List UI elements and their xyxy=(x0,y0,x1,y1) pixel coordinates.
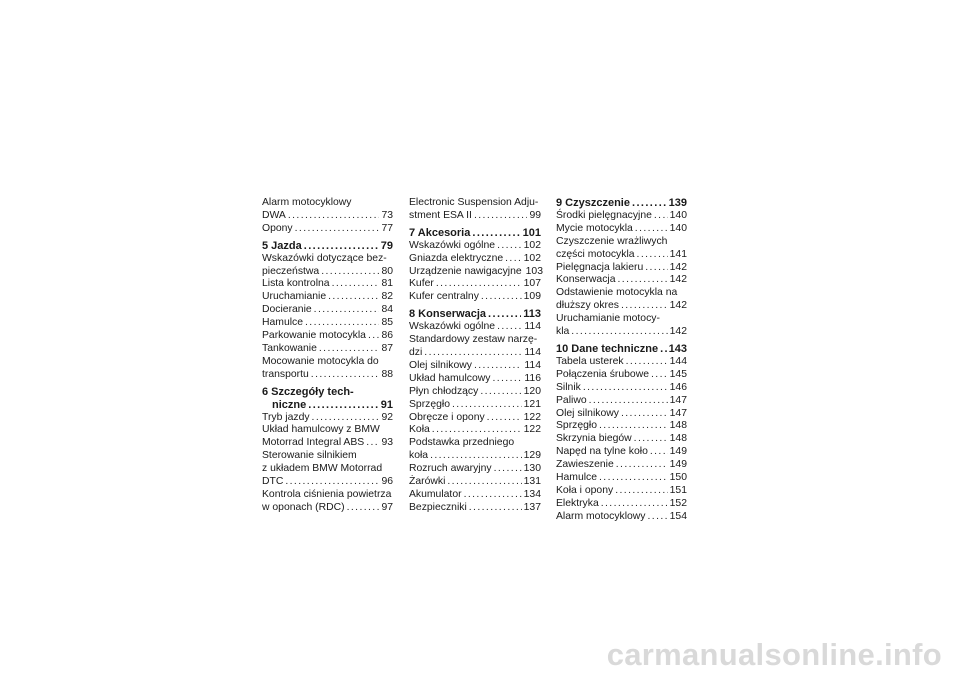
toc-leader-dots xyxy=(599,420,668,433)
toc-page-number: 141 xyxy=(669,248,687,260)
toc-entry[interactable] xyxy=(556,433,687,446)
toc-leader-dots xyxy=(311,369,380,382)
toc-page-number: 80 xyxy=(381,265,393,277)
toc-leader-dots xyxy=(321,266,379,279)
toc-entry-title: w oponach (RDC) xyxy=(262,501,345,513)
toc-page-number: 139 xyxy=(668,197,687,209)
toc-entry-title: Kufer centralny xyxy=(409,291,479,303)
toc-leader-dots xyxy=(432,424,522,437)
toc-entry[interactable] xyxy=(262,317,393,330)
toc-entry-title: Bezpieczniki xyxy=(409,501,467,513)
toc-entry[interactable] xyxy=(409,266,541,279)
toc-entry[interactable] xyxy=(262,424,393,450)
toc-entry-text-line: Electronic Suspension Adju- xyxy=(409,197,539,208)
toc-entry[interactable] xyxy=(262,343,393,356)
toc-leader-dots xyxy=(285,476,379,489)
toc-page-number: 145 xyxy=(669,368,687,380)
toc-entry-title: Skrzynia biegów xyxy=(556,433,632,445)
toc-page-number: 140 xyxy=(669,209,687,221)
toc-page-number: 122 xyxy=(523,424,541,436)
toc-entry-title: Lista kontrolna xyxy=(262,278,330,290)
toc-entry-title: Akumulator xyxy=(409,488,462,500)
toc-entry[interactable] xyxy=(556,223,687,236)
toc-page-number: 120 xyxy=(523,385,541,397)
toc-entry[interactable] xyxy=(556,408,687,421)
toc-leader-dots xyxy=(314,304,380,317)
toc-entry[interactable] xyxy=(409,386,541,399)
toc-leader-dots xyxy=(621,300,668,313)
toc-leader-dots xyxy=(589,395,668,408)
toc-leader-dots xyxy=(308,399,379,412)
toc-page-number: 131 xyxy=(523,476,541,488)
toc-entry-title: 7 Akcesoria xyxy=(409,226,471,239)
toc-page-number: 114 xyxy=(524,321,541,333)
toc-entry[interactable] xyxy=(556,420,687,433)
toc-entry-title: Motorrad Integral ABS xyxy=(262,437,365,449)
toc-entry[interactable] xyxy=(262,304,393,317)
toc-page-number: 142 xyxy=(669,274,687,286)
toc-entry-title: Gniazda elektryczne xyxy=(409,252,504,264)
toc-entry[interactable] xyxy=(262,253,393,279)
toc-entry[interactable] xyxy=(262,330,393,343)
toc-entry-title: Obręcze i opony xyxy=(409,411,485,423)
toc-entry-title: DWA xyxy=(262,209,286,221)
toc-entry-text-line: Alarm motocyklowy xyxy=(262,197,352,208)
toc-page-number: 148 xyxy=(669,433,687,445)
toc-leader-dots xyxy=(650,446,668,459)
toc-section[interactable] xyxy=(556,343,687,356)
toc-entry[interactable] xyxy=(409,360,541,373)
toc-entry-title: pieczeństwa xyxy=(262,265,320,277)
toc-leader-dots xyxy=(660,343,667,356)
toc-page-number: 96 xyxy=(381,476,393,488)
toc-page-number: 122 xyxy=(523,411,541,423)
toc-entry[interactable] xyxy=(409,321,541,334)
toc-page-number: 101 xyxy=(522,226,541,239)
toc-entry-text-line: z układem BMW Motorrad xyxy=(262,463,383,475)
toc-page-number: 92 xyxy=(381,411,393,423)
toc-entry-title: niczne xyxy=(272,398,307,411)
toc-leader-dots xyxy=(571,326,667,339)
toc-entry-title: Kufer xyxy=(409,278,434,290)
toc-section[interactable] xyxy=(409,308,541,321)
toc-section[interactable] xyxy=(409,227,541,240)
toc-page-number: 91 xyxy=(380,398,393,411)
toc-leader-dots xyxy=(651,369,668,382)
toc-section[interactable] xyxy=(262,386,393,412)
toc-entry[interactable] xyxy=(556,511,687,524)
toc-entry-title: Urządzenie nawigacyjne xyxy=(409,265,522,277)
toc-entry-title: kla xyxy=(556,326,570,338)
toc-page-number: 81 xyxy=(381,278,393,290)
toc-entry[interactable] xyxy=(556,446,687,459)
toc-entry-text-line: Układ hamulcowy z BMW xyxy=(262,424,380,436)
toc-entry-text-line: Odstawienie motocykla na xyxy=(556,287,678,299)
toc-page-number: 97 xyxy=(381,501,393,513)
toc-entry-title: Elektryka xyxy=(556,497,599,509)
toc-entry[interactable] xyxy=(409,253,541,266)
toc-leader-dots xyxy=(618,274,668,287)
toc-leader-dots xyxy=(305,317,379,330)
toc-page-number: 114 xyxy=(524,359,541,371)
toc-entry-title: 10 Dane techniczne xyxy=(556,342,659,355)
toc-page-number: 102 xyxy=(523,239,541,251)
toc-entry-title: Sprzęgło xyxy=(556,420,598,432)
toc-page-number: 140 xyxy=(669,222,687,234)
toc-page-number: 150 xyxy=(669,472,687,484)
toc-leader-dots xyxy=(312,412,380,425)
toc-leader-dots xyxy=(492,373,522,386)
toc-leader-dots xyxy=(583,382,668,395)
toc-entry-title: Środki pielęgnacyjne xyxy=(556,209,652,221)
toc-leader-dots xyxy=(368,330,379,343)
toc-page-number: 146 xyxy=(669,381,687,393)
toc-entry[interactable] xyxy=(556,369,687,382)
toc-page-number: 84 xyxy=(381,304,393,316)
toc-entry-title: Wskazówki ogólne xyxy=(409,321,496,333)
toc-entry-title: Tabela usterek xyxy=(556,355,624,367)
toc-page-number: 137 xyxy=(523,501,541,513)
toc-page-number: 144 xyxy=(669,355,687,367)
toc-leader-dots xyxy=(452,399,522,412)
toc-page-number: 107 xyxy=(523,278,541,290)
toc-page-number: 99 xyxy=(529,209,541,221)
toc-leader-dots xyxy=(472,227,520,240)
toc-page-number: 77 xyxy=(381,222,393,234)
toc-entry[interactable] xyxy=(556,356,687,369)
toc-page-number: 87 xyxy=(381,342,393,354)
toc-entry-title: dzi xyxy=(409,346,423,358)
toc-entry-title: Połączenia śrubowe xyxy=(556,368,649,380)
toc-leader-dots xyxy=(621,408,668,421)
toc-entry-title: Olej silnikowy xyxy=(556,407,619,419)
toc-leader-dots xyxy=(295,223,380,236)
toc-page-number: 73 xyxy=(381,209,393,221)
toc-entry-title: Paliwo xyxy=(556,394,587,406)
toc-leader-dots xyxy=(424,347,522,360)
toc-entry-text-line: Podstawka przedniego xyxy=(409,437,515,449)
toc-entry-title: Opony xyxy=(262,222,293,234)
toc-leader-dots xyxy=(645,262,667,275)
toc-leader-dots xyxy=(497,321,522,334)
toc-entry-title: DTC xyxy=(262,476,284,488)
toc-entry-title: 8 Konserwacja xyxy=(409,308,487,321)
toc-entry[interactable] xyxy=(409,240,541,253)
toc-entry-text-line: Standardowy zestaw narzę- xyxy=(409,334,538,346)
toc-entry-title: Żarówki xyxy=(409,476,446,488)
toc-entry[interactable] xyxy=(409,502,541,515)
toc-entry-title: Sprzęgło xyxy=(409,398,451,410)
toc-leader-dots xyxy=(430,450,522,463)
toc-page-number: 121 xyxy=(523,398,541,410)
toc-entry-title: dłuższy okres xyxy=(556,300,619,312)
toc-entry[interactable] xyxy=(409,373,541,386)
toc-entry[interactable] xyxy=(556,382,687,395)
toc-page-number: 102 xyxy=(523,252,541,264)
toc-entry-title: Konserwacja xyxy=(556,274,616,286)
toc-section[interactable] xyxy=(556,197,687,210)
toc-page-number: 88 xyxy=(381,368,393,380)
toc-page-number: 134 xyxy=(523,488,541,500)
toc-entry[interactable] xyxy=(409,424,541,437)
toc-entry-title: Silnik xyxy=(556,381,581,393)
toc-page-number: 129 xyxy=(523,450,541,462)
toc-entry-title: Wskazówki ogólne xyxy=(409,239,496,251)
toc-leader-dots xyxy=(319,343,380,356)
toc-entry[interactable] xyxy=(262,489,393,515)
toc-entry[interactable] xyxy=(262,197,393,223)
toc-entry[interactable] xyxy=(262,412,393,425)
toc-leader-dots xyxy=(487,412,522,425)
toc-page-number: 82 xyxy=(381,291,393,303)
watermark-logo: carmanualsonline.info xyxy=(606,637,942,672)
toc-entry-text-line: Uruchamianie motocy- xyxy=(556,313,660,325)
toc-entry[interactable] xyxy=(409,399,541,412)
toc-entry-title: Docieranie xyxy=(262,304,312,316)
toc-entry-title: Koła i opony xyxy=(556,484,614,496)
toc-page-number: 116 xyxy=(524,372,541,384)
toc-page-number: 152 xyxy=(669,497,687,509)
toc-entry[interactable] xyxy=(262,291,393,304)
toc-entry-title: koła xyxy=(409,450,429,462)
toc-leader-dots xyxy=(469,502,522,515)
toc-page-number: 103 xyxy=(525,265,543,277)
toc-entry-title: Napęd na tylne koło xyxy=(556,446,648,458)
toc-page-number: 149 xyxy=(669,446,687,458)
toc-leader-dots xyxy=(480,386,521,399)
toc-entry[interactable] xyxy=(409,291,541,304)
toc-leader-dots xyxy=(366,437,379,450)
toc-entry[interactable] xyxy=(409,197,541,223)
toc-entry[interactable] xyxy=(556,262,687,275)
toc-page-number: 148 xyxy=(669,420,687,432)
toc-leader-dots xyxy=(328,291,379,304)
toc-entry[interactable] xyxy=(409,412,541,425)
toc-page-number: 130 xyxy=(523,463,541,475)
toc-entry[interactable] xyxy=(409,334,541,360)
toc-entry-title: Tryb jazdy xyxy=(262,411,310,423)
toc-entry-text-line: Mocowanie motocykla do xyxy=(262,355,379,367)
toc-leader-dots xyxy=(494,463,522,476)
toc-entry-title: Parkowanie motocykla xyxy=(262,330,366,342)
toc-leader-dots xyxy=(481,291,522,304)
toc-entry-text-line: Wskazówki dotyczące bez- xyxy=(262,252,387,264)
toc-leader-dots xyxy=(626,356,668,369)
toc-leader-dots xyxy=(436,278,522,291)
toc-page-number: 86 xyxy=(381,330,393,342)
toc-leader-dots xyxy=(615,485,667,498)
toc-entry[interactable] xyxy=(262,450,393,489)
toc-entry-title: 9 Czyszczenie xyxy=(556,197,630,209)
toc-entry-title: Pielęgnacja lakieru xyxy=(556,261,644,273)
toc-entry[interactable] xyxy=(409,278,541,291)
toc-entry-title: transportu xyxy=(262,368,309,380)
toc-entry-title: Hamulce xyxy=(556,472,597,484)
toc-page-number: 151 xyxy=(669,484,687,496)
toc-entry-title: Rozruch awaryjny xyxy=(409,463,492,475)
toc-leader-dots xyxy=(304,240,379,253)
toc-entry[interactable] xyxy=(556,498,687,511)
toc-entry[interactable] xyxy=(409,463,541,476)
toc-entry-title: Mycie motocykla xyxy=(556,222,633,234)
toc-page-number: 142 xyxy=(669,300,687,312)
toc-leader-dots xyxy=(654,210,668,223)
toc-page-number: 143 xyxy=(668,342,687,355)
toc-column-3 xyxy=(556,197,687,524)
toc-entry-text-line: Czyszczenie wrażliwych xyxy=(556,235,668,247)
toc-column-2 xyxy=(409,197,541,515)
toc-entry-title: Uruchamianie xyxy=(262,291,327,303)
toc-entry-title: 5 Jazda xyxy=(262,239,302,252)
toc-leader-dots xyxy=(632,197,667,210)
toc-entry[interactable] xyxy=(556,287,687,313)
toc-entry-title: Płyn chłodzący xyxy=(409,385,479,397)
toc-entry-text-line: 6 Szczegóły tech- xyxy=(262,385,354,398)
toc-entry-title: Zawieszenie xyxy=(556,459,614,471)
toc-entry-title: Hamulce xyxy=(262,317,303,329)
toc-page-number: 147 xyxy=(669,407,687,419)
toc-entry[interactable] xyxy=(556,274,687,287)
toc-section[interactable] xyxy=(262,240,393,253)
toc-entry-title: Alarm motocyklowy xyxy=(556,510,646,522)
toc-entry[interactable] xyxy=(262,356,393,382)
toc-leader-dots xyxy=(332,278,380,291)
toc-entry[interactable] xyxy=(556,395,687,408)
toc-page-number: 109 xyxy=(523,291,541,303)
toc-page-number: 149 xyxy=(669,459,687,471)
toc-page-number: 142 xyxy=(669,326,687,338)
toc-entry[interactable] xyxy=(556,459,687,472)
toc-entry-title: Koła xyxy=(409,424,430,436)
toc-entry-title: Tankowanie xyxy=(262,342,317,354)
toc-entry[interactable] xyxy=(556,472,687,485)
toc-leader-dots xyxy=(599,472,668,485)
toc-leader-dots xyxy=(648,511,668,524)
toc-leader-dots xyxy=(601,498,668,511)
toc-entry[interactable] xyxy=(556,313,687,339)
toc-entry-title: stment ESA II xyxy=(409,209,472,221)
toc-leader-dots xyxy=(464,489,522,502)
toc-entry-text-line: Sterowanie silnikiem xyxy=(262,450,357,462)
toc-leader-dots xyxy=(497,240,522,253)
toc-leader-dots xyxy=(347,502,380,515)
toc-leader-dots xyxy=(288,210,380,223)
toc-entry-title: Układ hamulcowy xyxy=(409,372,491,384)
toc-page-number: 154 xyxy=(669,510,687,522)
toc-entry[interactable] xyxy=(409,489,541,502)
toc-entry[interactable] xyxy=(409,437,541,463)
toc-leader-dots xyxy=(447,476,521,489)
toc-page-number: 79 xyxy=(380,239,393,252)
toc-entry-title: części motocykla xyxy=(556,248,635,260)
toc-leader-dots xyxy=(635,223,668,236)
toc-entry[interactable] xyxy=(556,485,687,498)
toc-page-number: 147 xyxy=(669,394,687,406)
toc-page-number: 85 xyxy=(381,317,393,329)
toc-leader-dots xyxy=(474,210,527,223)
toc-leader-dots xyxy=(637,249,668,262)
toc-entry[interactable] xyxy=(556,236,687,262)
toc-leader-dots xyxy=(616,459,668,472)
toc-page-number: 114 xyxy=(524,346,541,358)
toc-page-number: 113 xyxy=(523,308,541,321)
toc-leader-dots xyxy=(505,253,522,266)
toc-page-number: 142 xyxy=(669,261,687,273)
toc-entry[interactable] xyxy=(262,223,393,236)
toc-page-number: 93 xyxy=(381,437,393,449)
toc-entry-text-line: Kontrola ciśnienia powietrza xyxy=(262,488,392,500)
toc-entry[interactable] xyxy=(409,476,541,489)
toc-column-1 xyxy=(262,197,393,515)
toc-entry[interactable] xyxy=(262,278,393,291)
toc-leader-dots xyxy=(488,308,521,321)
toc-leader-dots xyxy=(474,360,522,373)
toc-entry-title: Olej silnikowy xyxy=(409,359,472,371)
toc-entry[interactable] xyxy=(556,210,687,223)
toc-leader-dots xyxy=(634,433,668,446)
